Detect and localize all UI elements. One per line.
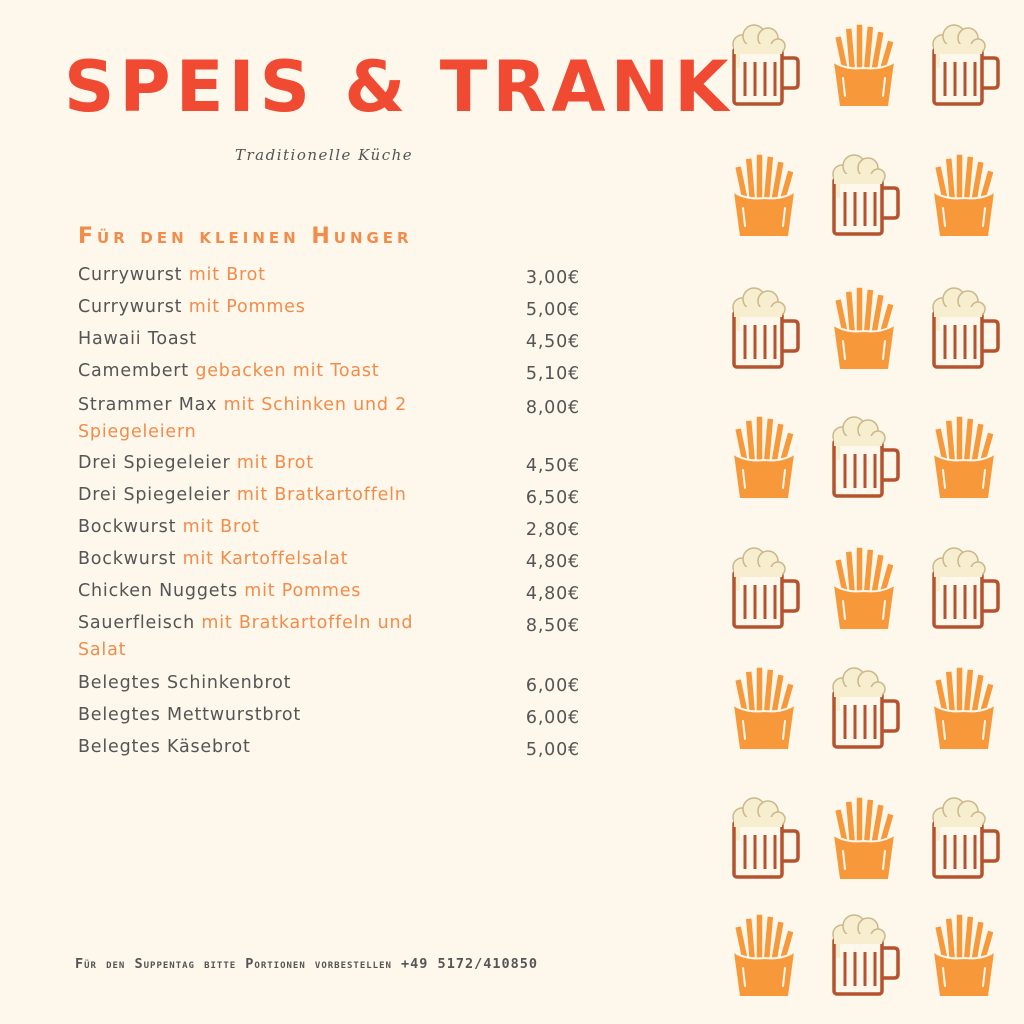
- menu-item-description: mit Brot: [188, 265, 266, 285]
- french-fries-icon: [928, 912, 1000, 1000]
- menu-item-name: [78, 578, 458, 605]
- menu-item-title: Belegtes Mettwurstbrot: [78, 705, 302, 725]
- beer-mug-icon: [828, 152, 900, 240]
- menu-item-price: 5,00€: [525, 740, 580, 760]
- menu-item-description: mit Pommes: [244, 581, 362, 601]
- beer-mug-icon: [828, 912, 900, 1000]
- menu-item-name: [78, 294, 458, 321]
- menu-item-title: Hawaii Toast: [78, 329, 197, 349]
- section-heading: Für den kleinen Hunger: [78, 224, 413, 249]
- menu-item-price: 3,00€: [525, 268, 580, 288]
- menu-item-name: [78, 734, 458, 761]
- beer-mug-icon: [728, 22, 800, 110]
- french-fries-icon: [828, 545, 900, 633]
- menu-item-description: mit Kartoffelsalat: [182, 549, 349, 569]
- menu-item-price: 5,10€: [525, 364, 580, 384]
- menu-item-name: [78, 358, 458, 385]
- french-fries-icon: [728, 414, 800, 502]
- menu-item-title: Currywurst: [78, 297, 183, 317]
- menu-item-name: [78, 262, 458, 289]
- menu-item-title: Currywurst: [78, 265, 183, 285]
- beer-mug-icon: [928, 285, 1000, 373]
- menu-item-description: mit Schinken und 2 Spiegeleiern: [78, 395, 408, 442]
- menu-item-title: Sauerfleisch: [78, 613, 195, 633]
- french-fries-icon: [828, 285, 900, 373]
- menu-item-name: [78, 514, 458, 541]
- menu-item-title: Bockwurst: [78, 517, 177, 537]
- menu-item-name: [78, 392, 458, 446]
- page-title: SPEIS & TRANK: [64, 46, 734, 128]
- menu-item-description: mit Bratkartoffeln: [236, 485, 407, 505]
- beer-mug-icon: [728, 285, 800, 373]
- menu-item-title: Belegtes Käsebrot: [78, 737, 251, 757]
- menu-item-price: 8,50€: [525, 616, 580, 636]
- menu-item-price: 5,00€: [525, 300, 580, 320]
- menu-item-title: Belegtes Schinkenbrot: [78, 673, 292, 693]
- menu-item-title: Drei Spiegeleier: [78, 485, 231, 505]
- menu-item-price: 4,80€: [525, 552, 580, 572]
- beer-mug-icon: [928, 545, 1000, 633]
- menu-item-title: Strammer Max: [78, 395, 218, 415]
- menu-item-description: mit Bratkartoffeln und Salat: [78, 613, 414, 660]
- menu-item-price: 6,50€: [525, 488, 580, 508]
- menu-item-name: [78, 450, 458, 477]
- menu-item-price: 4,80€: [525, 584, 580, 604]
- french-fries-icon: [728, 665, 800, 753]
- menu-item-description: mit Brot: [236, 453, 314, 473]
- menu-item-name: [78, 326, 458, 353]
- menu-item-description: mit Pommes: [188, 297, 306, 317]
- menu-item-price: 6,00€: [525, 708, 580, 728]
- beer-mug-icon: [728, 795, 800, 883]
- menu-item-price: 4,50€: [525, 456, 580, 476]
- menu-item-title: Bockwurst: [78, 549, 177, 569]
- french-fries-icon: [728, 912, 800, 1000]
- french-fries-icon: [928, 152, 1000, 240]
- menu-item-price: 6,00€: [525, 676, 580, 696]
- menu-item-description: mit Brot: [182, 517, 260, 537]
- menu-item-name: [78, 610, 458, 664]
- french-fries-icon: [728, 152, 800, 240]
- subtitle: Traditionelle Küche: [235, 146, 414, 164]
- menu-item-price: 8,00€: [525, 398, 580, 418]
- menu-item-price: 4,50€: [525, 332, 580, 352]
- menu-item-title: Chicken Nuggets: [78, 581, 238, 601]
- french-fries-icon: [928, 665, 1000, 753]
- menu-item-price: 2,80€: [525, 520, 580, 540]
- menu-item-title: Drei Spiegeleier: [78, 453, 231, 473]
- beer-mug-icon: [728, 545, 800, 633]
- menu-item-name: [78, 546, 458, 573]
- menu-item-name: [78, 482, 458, 509]
- beer-mug-icon: [828, 414, 900, 502]
- menu-item-name: [78, 702, 458, 729]
- beer-mug-icon: [828, 665, 900, 753]
- beer-mug-icon: [928, 795, 1000, 883]
- menu-item-title: Camembert: [78, 361, 189, 381]
- footer-note: Für den Suppentag bitte Portionen vorbestellen +49 5172/410850: [75, 956, 538, 972]
- menu-item-description: gebacken mit Toast: [195, 361, 380, 381]
- french-fries-icon: [928, 414, 1000, 502]
- beer-mug-icon: [928, 22, 1000, 110]
- french-fries-icon: [828, 795, 900, 883]
- french-fries-icon: [828, 22, 900, 110]
- menu-item-name: [78, 670, 458, 697]
